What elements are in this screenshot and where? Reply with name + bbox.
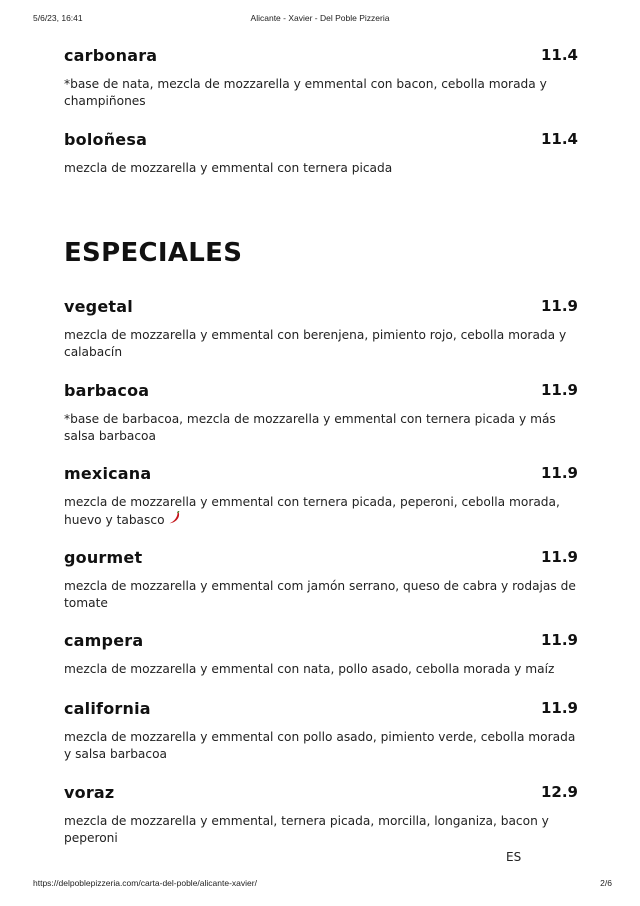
menu-item-description (64, 494, 578, 529)
menu-item (64, 46, 578, 110)
language-switcher[interactable]: ES (506, 850, 522, 864)
menu-item-name: voraz (64, 783, 115, 802)
section-title-especiales: ESPECIALES (64, 238, 243, 268)
menu-item-name: gourmet (64, 548, 143, 567)
print-footer (0, 878, 640, 892)
menu-item-price: 11.9 (540, 297, 578, 315)
menu-item-description-text: mezcla de mozzarella y emmental con ternera picada, peperoni, cebolla morada, huevo y tabasco (64, 495, 560, 527)
menu-item-price: 11.9 (540, 548, 578, 566)
menu-item-price: 11.9 (540, 699, 578, 717)
menu-item (64, 783, 578, 847)
menu-item (64, 631, 578, 678)
menu-item-price: 11.9 (540, 381, 578, 399)
menu-item-name: boloñesa (64, 130, 148, 149)
menu-item-name: vegetal (64, 297, 133, 316)
menu-item-name: barbacoa (64, 381, 150, 400)
menu-item-description: mezcla de mozzarella y emmental, ternera picada, morcilla, longaniza, bacon y peperoni (64, 814, 549, 845)
menu-item-name: california (64, 699, 151, 718)
menu-item-name: campera (64, 631, 144, 650)
print-page-url: https://delpoblepizzeria.com/carta-del-poble/alicante-xavier/ (33, 878, 257, 888)
menu-item-description: *base de nata, mezcla de mozzarella y emmental con bacon, cebolla morada y champiñones (64, 77, 547, 108)
print-header (0, 13, 640, 27)
menu-item-price: 11.9 (540, 464, 578, 482)
print-page-title: Alicante - Xavier - Del Poble Pizzeria (250, 13, 390, 23)
menu-item (64, 464, 578, 529)
menu-item-price: 11.4 (540, 130, 578, 148)
menu-item-description: mezcla de mozzarella y emmental com jamón serrano, queso de cabra y rodajas de tomate (64, 579, 576, 610)
menu-item-price: 12.9 (540, 783, 578, 801)
menu-item (64, 699, 578, 763)
menu-item-description: mezcla de mozzarella y emmental con nata, pollo asado, cebolla morada y maíz (64, 662, 555, 676)
print-page-number: 2/6 (600, 878, 612, 888)
menu-item-price: 11.4 (540, 46, 578, 64)
menu-item (64, 381, 578, 445)
menu-item-price: 11.9 (540, 631, 578, 649)
menu-item-name: carbonara (64, 46, 158, 65)
menu-item (64, 548, 578, 612)
menu-item (64, 130, 578, 177)
menu-item-description: mezcla de mozzarella y emmental con pollo asado, pimiento verde, cebolla morada y salsa barbacoa (64, 730, 576, 761)
menu-item-description: mezcla de mozzarella y emmental con ternera picada (64, 161, 393, 175)
menu-item-name: mexicana (64, 464, 152, 483)
menu-item (64, 297, 578, 361)
menu-item-description: mezcla de mozzarella y emmental con berenjena, pimiento rojo, cebolla morada y calabacín (64, 328, 567, 359)
print-datetime: 5/6/23, 16:41 (33, 13, 83, 23)
chili-pepper-icon (168, 513, 181, 527)
menu-item-description: *base de barbacoa, mezcla de mozzarella y emmental con ternera picada y más salsa barbacoa (64, 412, 556, 443)
